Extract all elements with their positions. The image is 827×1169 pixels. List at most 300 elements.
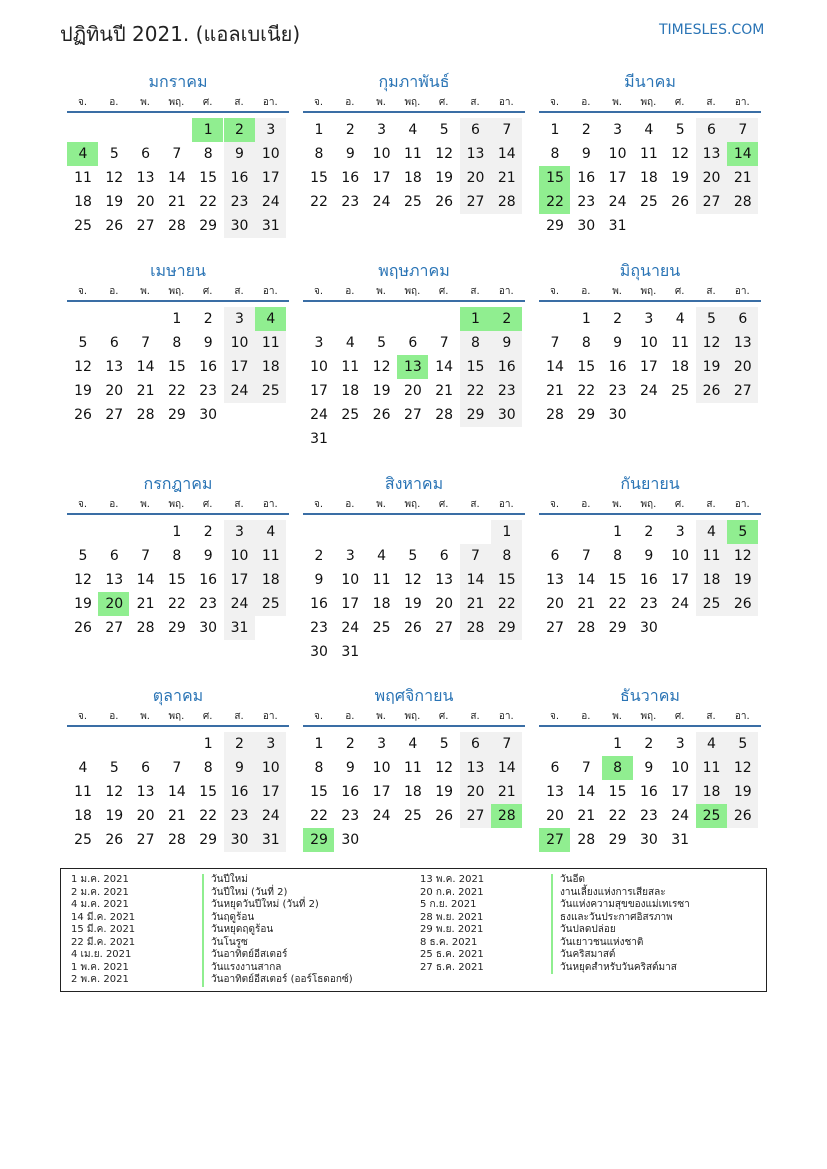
day-cell: 7	[491, 118, 522, 142]
day-cell: 19	[74, 383, 92, 399]
holiday-date: 13 พ.ค. 2021	[420, 874, 485, 885]
day-cell: 22	[199, 194, 218, 210]
day-cell: 10	[372, 760, 391, 776]
day-cell: 16	[577, 170, 596, 186]
holiday-name: วันโนรูซ	[211, 936, 248, 948]
day-cell: 12	[105, 170, 124, 186]
day-cell: 28	[167, 218, 186, 234]
month-name: กันยายน	[620, 474, 680, 493]
day-cell: 4	[255, 520, 286, 544]
day-cell-holiday: 25	[696, 804, 727, 828]
weekday-header: พ.	[140, 286, 150, 297]
day-cell: 10	[372, 146, 391, 162]
weekday-header: อา.	[734, 499, 750, 510]
holiday-date: 2 พ.ค. 2021	[71, 974, 129, 985]
day-cell: 8	[172, 548, 182, 564]
month-name: เมษายน	[150, 261, 206, 280]
day-cell: 9	[203, 548, 213, 564]
day-cell: 29	[546, 218, 564, 234]
day-cell: 28	[136, 407, 155, 423]
weekday-header: พ.	[376, 286, 386, 297]
day-cell: 30	[224, 214, 255, 238]
day-cell: 26	[105, 832, 124, 848]
day-cell: 2	[345, 736, 355, 752]
weekday-header: จ.	[313, 711, 324, 722]
day-cell: 24	[372, 194, 391, 210]
weekday-header: พฤ.	[168, 286, 185, 297]
holiday-dates-col-2	[420, 874, 484, 974]
day-cell: 30	[608, 407, 627, 423]
day-cell: 16	[341, 170, 360, 186]
day-cell: 22	[310, 194, 328, 210]
day-cell: 13	[696, 142, 727, 166]
day-cell: 31	[671, 832, 690, 848]
day-cell: 20	[460, 166, 491, 190]
day-cell: 19	[696, 355, 727, 379]
weekday-header: พ.	[612, 97, 622, 108]
day-cell: 7	[172, 146, 182, 162]
weekday-header: พฤ.	[404, 711, 421, 722]
day-cell: 30	[341, 832, 360, 848]
holiday-date: 1 พ.ค. 2021	[71, 961, 129, 973]
day-cell: 19	[105, 808, 124, 824]
day-cell: 23	[491, 379, 522, 403]
holiday-name: วันแห่งความสุขของแม่เทเรซา	[560, 899, 690, 910]
day-cell: 5	[439, 122, 449, 138]
weekday-header: ศ.	[438, 97, 449, 108]
day-cell: 21	[577, 808, 596, 824]
day-cell: 27	[460, 804, 491, 828]
day-cell: 7	[581, 760, 591, 776]
day-cell: 26	[696, 379, 727, 403]
day-cell: 9	[314, 572, 324, 588]
day-cell: 9	[224, 756, 255, 780]
weekday-header: ส.	[706, 286, 716, 297]
month-name: พฤษภาคม	[378, 261, 450, 280]
day-cell: 11	[341, 359, 360, 375]
day-cell: 17	[639, 359, 658, 375]
day-cell: 18	[696, 780, 727, 804]
day-cell: 23	[310, 620, 328, 636]
month-name: กรกฎาคม	[143, 474, 213, 493]
weekday-header: ศ.	[202, 97, 213, 108]
day-cell: 20	[696, 166, 727, 190]
holiday-name: วันปีใหม่ (วันที่ 2)	[211, 886, 288, 898]
day-cell: 28	[460, 616, 491, 640]
weekday-header: พฤ.	[640, 286, 657, 297]
month-rule	[67, 300, 289, 302]
day-cell: 11	[255, 331, 286, 355]
day-cell: 3	[675, 524, 685, 540]
weekday-header: อา.	[498, 97, 514, 108]
day-cell: 16	[341, 784, 360, 800]
day-cell: 22	[608, 808, 627, 824]
day-cell: 6	[696, 118, 727, 142]
holiday-name: วันหยุดสำหรับวันคริสต์มาส	[560, 961, 677, 973]
weekday-header: ศ.	[674, 286, 685, 297]
day-cell: 21	[136, 383, 155, 399]
day-cell: 3	[345, 548, 355, 564]
weekday-header: ศ.	[674, 97, 685, 108]
day-cell: 8	[203, 146, 213, 162]
holiday-date: 4 ม.ค. 2021	[71, 899, 129, 910]
weekday-header: อา.	[734, 97, 750, 108]
day-cell: 2	[644, 736, 654, 752]
day-cell: 17	[255, 780, 286, 804]
month-rule	[539, 513, 761, 515]
day-cell: 8	[172, 335, 182, 351]
day-cell: 29	[167, 407, 186, 423]
holiday-name: วันหยุดฤดูร้อน	[211, 924, 274, 935]
day-cell: 26	[727, 804, 758, 828]
weekday-header: อา.	[262, 286, 278, 297]
day-cell: 5	[78, 335, 88, 351]
day-cell: 26	[105, 218, 124, 234]
weekday-header: พฤ.	[640, 711, 657, 722]
day-cell: 20	[546, 596, 564, 612]
day-cell: 13	[105, 572, 124, 588]
holiday-date: 14 มี.ค. 2021	[71, 911, 136, 923]
day-cell: 16	[608, 359, 627, 375]
month-rule	[303, 111, 525, 113]
month-name: มกราคม	[148, 72, 208, 91]
day-cell: 4	[696, 520, 727, 544]
day-cell-holiday: 27	[539, 828, 570, 852]
weekday-header: อ.	[109, 286, 119, 297]
day-cell: 12	[671, 146, 690, 162]
day-cell: 16	[224, 166, 255, 190]
day-cell: 10	[341, 572, 360, 588]
day-cell: 26	[372, 407, 391, 423]
day-cell: 21	[136, 596, 155, 612]
holiday-date: 1 ม.ค. 2021	[71, 874, 129, 885]
weekday-header: ศ.	[202, 711, 213, 722]
day-cell: 6	[109, 548, 119, 564]
weekday-header: จ.	[313, 499, 324, 510]
day-cell: 11	[74, 170, 92, 186]
day-cell: 28	[435, 407, 454, 423]
day-cell: 30	[199, 620, 218, 636]
holiday-date: 20 ก.ค. 2021	[420, 886, 484, 898]
day-cell: 25	[372, 620, 391, 636]
day-cell: 30	[639, 620, 658, 636]
day-cell: 3	[255, 118, 286, 142]
holiday-name: วันอาทิตย์อีสเตอร์ (ออร์โธดอกซ์)	[211, 974, 353, 985]
holiday-date: 4 เม.ย. 2021	[71, 949, 132, 960]
day-cell: 28	[577, 620, 596, 636]
day-cell: 3	[675, 736, 685, 752]
day-cell: 3	[613, 122, 623, 138]
day-cell: 2	[314, 548, 324, 564]
day-cell: 7	[727, 118, 758, 142]
day-cell: 24	[639, 383, 658, 399]
day-cell: 15	[577, 359, 596, 375]
day-cell: 16	[224, 780, 255, 804]
day-cell-holiday: 28	[491, 804, 522, 828]
day-cell: 18	[372, 596, 391, 612]
day-cell: 5	[408, 548, 418, 564]
day-cell: 7	[172, 760, 182, 776]
day-cell: 16	[199, 572, 218, 588]
day-cell: 13	[460, 142, 491, 166]
weekday-header: พ.	[376, 711, 386, 722]
day-cell: 17	[310, 383, 328, 399]
weekday-header: อ.	[345, 97, 355, 108]
weekday-header: อ.	[345, 499, 355, 510]
weekday-header: อ.	[581, 97, 591, 108]
day-cell: 16	[639, 572, 658, 588]
day-cell: 31	[224, 616, 255, 640]
weekday-header: ส.	[234, 499, 244, 510]
site-link[interactable]: TIMESLES.COM	[659, 22, 765, 38]
day-cell: 23	[199, 596, 218, 612]
holiday-name: วันหยุดวันปีใหม่ (วันที่ 2)	[211, 899, 319, 910]
day-cell: 22	[608, 596, 627, 612]
weekday-header: ศ.	[438, 711, 449, 722]
day-cell: 23	[224, 804, 255, 828]
day-cell: 31	[608, 218, 627, 234]
day-cell: 28	[727, 190, 758, 214]
weekday-header: จ.	[549, 286, 560, 297]
day-cell: 5	[727, 732, 758, 756]
day-cell: 15	[310, 784, 328, 800]
month-rule	[67, 725, 289, 727]
day-cell: 21	[167, 808, 186, 824]
day-cell: 11	[255, 544, 286, 568]
day-cell: 15	[199, 784, 218, 800]
day-cell: 7	[581, 548, 591, 564]
weekday-header: อา.	[498, 286, 514, 297]
day-cell: 8	[460, 331, 491, 355]
day-cell: 20	[403, 383, 422, 399]
day-cell: 11	[671, 335, 690, 351]
day-cell: 17	[372, 784, 391, 800]
holiday-date: 29 พ.ย. 2021	[420, 924, 484, 935]
day-cell: 18	[74, 194, 92, 210]
day-cell: 24	[224, 379, 255, 403]
day-cell: 29	[577, 407, 596, 423]
day-cell: 15	[310, 170, 328, 186]
day-cell: 7	[141, 548, 151, 564]
day-cell: 2	[644, 524, 654, 540]
holiday-date: 2 ม.ค. 2021	[71, 886, 129, 898]
day-cell: 19	[727, 780, 758, 804]
day-cell: 26	[74, 620, 92, 636]
day-cell: 9	[613, 335, 623, 351]
day-cell-holiday: 8	[602, 756, 633, 780]
holiday-name: วันฤดูร้อน	[211, 911, 255, 923]
day-cell: 1	[613, 524, 623, 540]
weekday-header: จ.	[77, 286, 88, 297]
day-cell: 25	[341, 407, 360, 423]
weekday-header: ส.	[706, 711, 716, 722]
day-cell: 16	[491, 355, 522, 379]
weekday-header: ศ.	[438, 499, 449, 510]
day-cell: 11	[74, 784, 92, 800]
day-cell: 25	[255, 379, 286, 403]
month-name: พฤศจิกายน	[374, 686, 454, 705]
day-cell: 30	[577, 218, 596, 234]
day-cell: 24	[224, 592, 255, 616]
day-cell: 19	[671, 170, 690, 186]
day-cell: 29	[460, 403, 491, 427]
weekday-header: พฤ.	[404, 499, 421, 510]
holiday-date: 25 ธ.ค. 2021	[420, 949, 484, 960]
day-cell: 24	[608, 194, 627, 210]
day-cell: 7	[141, 335, 151, 351]
day-cell: 15	[491, 568, 522, 592]
day-cell: 12	[105, 784, 124, 800]
holiday-name: วันอาทิตย์อีสเตอร์	[211, 949, 288, 960]
day-cell: 24	[671, 808, 690, 824]
day-cell: 20	[460, 780, 491, 804]
weekday-header: พ.	[376, 499, 386, 510]
weekday-header: ศ.	[438, 286, 449, 297]
holiday-names-col-1	[202, 874, 353, 987]
day-cell: 25	[255, 592, 286, 616]
day-cell: 24	[255, 804, 286, 828]
day-cell-holiday: 14	[727, 142, 758, 166]
day-cell: 1	[613, 736, 623, 752]
day-cell: 5	[109, 146, 119, 162]
day-cell: 9	[345, 760, 355, 776]
day-cell: 19	[105, 194, 124, 210]
day-cell: 11	[372, 572, 391, 588]
weekday-header: อา.	[498, 499, 514, 510]
day-cell-holiday: 2	[224, 118, 255, 142]
day-cell: 29	[491, 616, 522, 640]
day-cell: 31	[310, 431, 328, 447]
holiday-names-col-2	[551, 874, 690, 974]
day-cell: 28	[577, 832, 596, 848]
weekday-header: ส.	[234, 711, 244, 722]
day-cell: 1	[550, 122, 560, 138]
day-cell: 28	[491, 190, 522, 214]
day-cell: 8	[581, 335, 591, 351]
weekday-header: อ.	[345, 711, 355, 722]
month-rule	[539, 300, 761, 302]
day-cell: 12	[74, 359, 92, 375]
day-cell: 10	[639, 335, 658, 351]
day-cell: 10	[255, 142, 286, 166]
day-cell: 13	[546, 784, 564, 800]
weekday-header: ศ.	[202, 286, 213, 297]
day-cell: 15	[608, 784, 627, 800]
month-name: กุมภาพันธ์	[378, 72, 450, 91]
holiday-date: 15 มี.ค. 2021	[71, 924, 136, 935]
day-cell: 27	[460, 190, 491, 214]
month-name: ธันวาคม	[620, 686, 680, 705]
day-cell: 9	[491, 331, 522, 355]
day-cell: 21	[435, 383, 454, 399]
day-cell: 11	[696, 544, 727, 568]
day-cell: 6	[141, 760, 151, 776]
day-cell: 26	[435, 808, 454, 824]
day-cell: 9	[581, 146, 591, 162]
day-cell: 20	[435, 596, 454, 612]
day-cell: 6	[109, 335, 119, 351]
month-name: มีนาคม	[624, 72, 676, 91]
day-cell: 26	[74, 407, 92, 423]
weekday-header: อ.	[109, 97, 119, 108]
day-cell: 23	[608, 383, 627, 399]
day-cell: 14	[546, 359, 564, 375]
day-cell: 31	[255, 214, 286, 238]
day-cell: 10	[255, 756, 286, 780]
day-cell: 11	[403, 760, 422, 776]
weekday-header: อา.	[262, 499, 278, 510]
day-cell: 27	[105, 407, 124, 423]
day-cell: 27	[403, 407, 422, 423]
weekday-header: อา.	[734, 711, 750, 722]
day-cell: 4	[377, 548, 387, 564]
day-cell: 29	[608, 620, 627, 636]
day-cell: 4	[78, 760, 88, 776]
day-cell: 27	[546, 620, 564, 636]
day-cell-holiday: 29	[303, 828, 334, 852]
day-cell: 22	[460, 379, 491, 403]
day-cell: 25	[671, 383, 690, 399]
day-cell: 26	[671, 194, 690, 210]
month-name: สิงหาคม	[384, 474, 444, 493]
day-cell: 21	[546, 383, 564, 399]
day-cell: 25	[696, 592, 727, 616]
day-cell: 17	[671, 572, 690, 588]
day-cell: 7	[550, 335, 560, 351]
day-cell: 2	[345, 122, 355, 138]
day-cell: 25	[403, 808, 422, 824]
weekday-header: ส.	[470, 499, 480, 510]
day-cell: 21	[460, 592, 491, 616]
day-cell: 10	[224, 331, 255, 355]
day-cell-holiday: 20	[98, 592, 129, 616]
day-cell-holiday: 2	[491, 307, 522, 331]
day-cell: 21	[727, 166, 758, 190]
day-cell: 5	[377, 335, 387, 351]
day-cell: 16	[639, 784, 658, 800]
weekday-header: พฤ.	[404, 97, 421, 108]
day-cell: 19	[372, 383, 391, 399]
day-cell: 18	[341, 383, 360, 399]
day-cell: 27	[435, 620, 454, 636]
weekday-header: ส.	[470, 711, 480, 722]
day-cell: 20	[546, 808, 564, 824]
day-cell: 20	[136, 194, 155, 210]
day-cell: 19	[727, 568, 758, 592]
day-cell: 26	[403, 620, 422, 636]
day-cell: 1	[491, 520, 522, 544]
day-cell: 1	[314, 122, 324, 138]
weekday-header: พ.	[140, 97, 150, 108]
day-cell: 11	[403, 146, 422, 162]
day-cell: 17	[372, 170, 391, 186]
day-cell: 12	[435, 760, 454, 776]
day-cell: 25	[639, 194, 658, 210]
day-cell: 14	[491, 142, 522, 166]
day-cell: 17	[341, 596, 360, 612]
day-cell: 16	[310, 596, 328, 612]
day-cell: 5	[439, 736, 449, 752]
day-cell: 8	[491, 544, 522, 568]
day-cell: 23	[639, 596, 658, 612]
day-cell: 21	[491, 780, 522, 804]
day-cell: 23	[639, 808, 658, 824]
day-cell: 15	[460, 355, 491, 379]
day-cell: 4	[408, 736, 418, 752]
month-rule	[303, 513, 525, 515]
day-cell: 12	[435, 146, 454, 162]
day-cell: 17	[255, 166, 286, 190]
